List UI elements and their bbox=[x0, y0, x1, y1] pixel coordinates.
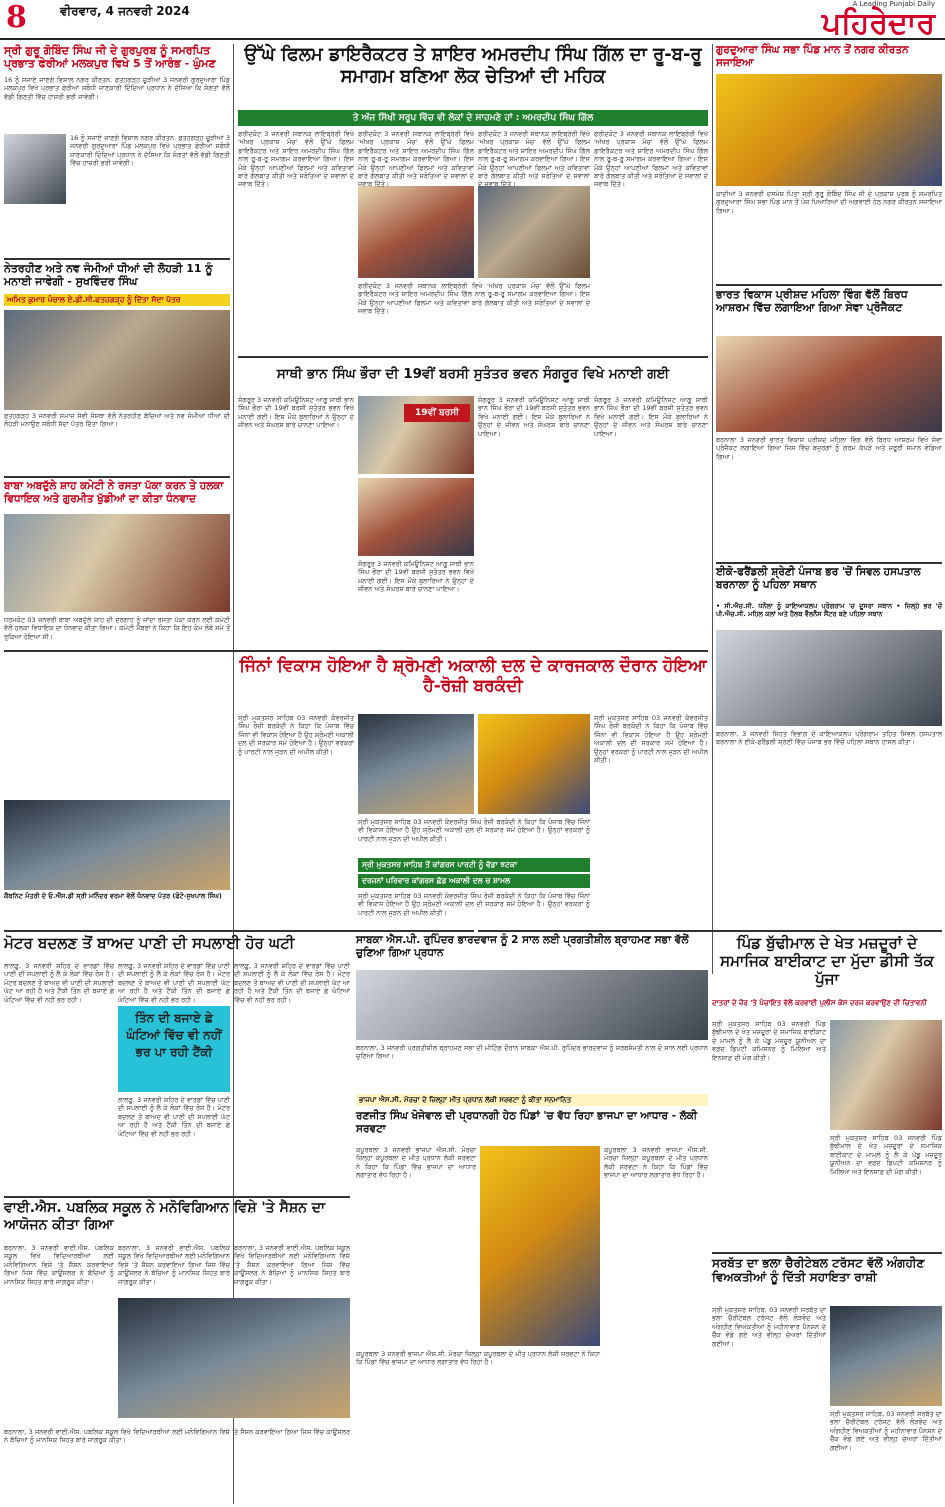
left-story5-body: ਬਰਨਾਲਾ, 3 ਜਨਵਰੀ ਵਾਈ.ਐਸ. ਪਬਲਿਕ ਸਕੂਲ ਵਿਖੇ ਵਿਦਿਆਰਥੀਆਂ ਲਈ ਮਨੋਵਿਗਿਆਨ ਵਿਸ਼ੇ 'ਤੇ ਸੈਸ਼ਨ ਕਰਵਾਇਆ ਗਿਆ ਜਿਸ ਵਿੱਚ ਕਾਊਂਸਲਰ ਨੇ ਬੱਚਿਆਂ ਨੂੰ ਮਾਨਸਿਕ ਸਿਹਤ ਬਾਰੇ ਜਾਗਰੂਕ ਕੀਤਾ। bbox=[4, 1244, 114, 1286]
left-story5-body-col4: ਬਰਨਾਲਾ, 3 ਜਨਵਰੀ ਵਾਈ.ਐਸ. ਪਬਲਿਕ ਸਕੂਲ ਵਿਖੇ ਵਿਦਿਆਰਥੀਆਂ ਲਈ ਮਨੋਵਿਗਿਆਨ ਵਿਸ਼ੇ 'ਤੇ ਸੈਸ਼ਨ ਕਰਵਾਇਆ ਗਿਆ ਜਿਸ ਵਿੱਚ ਕਾਊਂਸਲਰ ਨੇ ਬੱਚਿਆਂ ਨੂੰ ਮਾਨਸਿਕ ਸਿਹਤ ਬਾਰੇ ਜਾਗਰੂਕ ਕੀਤਾ। bbox=[4, 1428, 350, 1445]
right-story4-kicker: ਦਾਤਰਾਂ ਦੇ ਜ਼ੋਰ 'ਤੇ ਪੰਚਾਇਤ ਵੱਲੋਂ ਕਰਵਾਈ ਪੁਲੀਸ ਕੇਸ ਦਰਜ ਕਰਵਾਉਣ ਦੀ ਚਿਤਾਵਨੀ bbox=[712, 999, 927, 1007]
left-story3-headline: ਬਾਬਾ ਅਬਦੁੱਲੇ ਸ਼ਾਹ ਕਮੇਟੀ ਨੇ ਰਸਤਾ ਪੱਕਾ ਕਰਨ ਤੇ ਹਲਕਾ ਵਿਧਾਇਕ ਅਤੇ ਗੁਰਮੀਤ ਖੁੱਡੀਆਂ ਦਾ ਕੀਤਾ ਧੰਨਵਾਦ bbox=[4, 480, 224, 505]
divider bbox=[4, 476, 230, 478]
right-story2-body: ਬਰਨਾਲਾ 3 ਜਨਵਰੀ ਭਾਰਤ ਵਿਕਾਸ ਪ੍ਰੀਸ਼ਦ ਮਹਿਲਾ ਵਿੰਗ ਵੱਲੋਂ ਬਿਰਧ ਆਸ਼ਰਮ ਵਿਖੇ ਸੇਵਾ ਪ੍ਰੋਜੈਕਟ ਲਗਾਇਆ ਗਿਆ ਜਿਸ ਵਿੱਚ ਬਜ਼ੁਰਗਾਂ ਨੂੰ ਗਰਮ ਕੱਪੜੇ ਅਤੇ ਜ਼ਰੂਰੀ ਸਮਾਨ ਵੰਡਿਆ ਗਿਆ। bbox=[716, 436, 942, 461]
right-story5-body: ਸ੍ਰੀ ਮੁਕਤਸਰ ਸਾਹਿਬ, 03 ਜਨਵਰੀ ਸਰਬੱਤ ਦਾ ਭਲਾ ਚੈਰੀਟੇਬਲ ਟਰੱਸਟ ਵੱਲੋਂ ਲੋੜਵੰਦ ਅਤੇ ਅੰਗਹੀਣ ਵਿਅਕਤੀਆਂ ਨੂੰ ਮਹੀਨਾਵਾਰ ਪੈਨਸ਼ਨ ਦੇ ਚੈੱਕ ਵੰਡੇ ਗਏ ਅਤੇ ਵੀਲ੍ਹ ਚੇਅਰਾਂ ਦਿੱਤੀਆਂ ਗਈਆਂ। bbox=[712, 1306, 826, 1348]
center-main-headline: ਉੱਘੇ ਫਿਲਮ ਡਾਇਰੈਕਟਰ ਤੇ ਸ਼ਾਇਰ ਅਮਰਦੀਪ ਸਿੰਘ ਗਿੱਲ ਦਾ ਰੂ-ਬ-ਰੂ ਸਮਾਗਮ ਬਣਿਆ ਲੋਕ ਚੇਤਿਆਂ ਦੀ ਮਹਿਕ bbox=[244, 44, 702, 87]
right-story3-bullets: • ਸੀ.ਐਚ.ਸੀ. ਧਨੌਲਾ ਨੂੰ ਕਾਇਆਕਲਪ ਪ੍ਰੋਗਰਾਮ 'ਚ ਦੂਸਰਾ ਸਥਾਨ • ਜ਼ਿਲ੍ਹੇ ਭਰ 'ਚੋਂ ਪੀ.ਐਚ.ਸੀ. ਮਹਿਲ ਕਲਾਂ ਅਤੇ ਹੈਲਥ ਵੈੱਲਨੈੱਸ ਸੈਂਟਰ ਬਣੇ ਪਹਿਲਾ ਸਥਾਨ bbox=[716, 602, 942, 619]
tagline: A Leading Punjabi Daily bbox=[852, 0, 935, 8]
center-akali-body-col4: ਸ੍ਰੀ ਮੁਕਤਸਰ ਸਾਹਿਬ 03 ਜਨਵਰੀ ਕੰਵਰਜੀਤ ਸਿੰਘ ਰੋਜ਼ੀ ਬਰਕੰਦੀ ਨੇ ਕਿਹਾ ਕਿ ਪੰਜਾਬ ਵਿੱਚ ਜਿੰਨਾਂ ਵੀ ਵਿਕਾਸ ਹੋਇਆ ਹੈ ਉਹ ਸ਼੍ਰੋਮਣੀ ਅਕਾਲੀ ਦਲ ਦੀ ਸਰਕਾਰ ਸਮੇਂ ਹੋਇਆ ਹੈ। ਉਨ੍ਹਾਂ ਵਰਕਰਾਂ ਨੂੰ ਪਾਰਟੀ ਨਾਲ ਜੁੜਨ ਦੀ ਅਪੀਲ ਕੀਤੀ। bbox=[594, 714, 708, 765]
divider bbox=[238, 356, 708, 358]
left-story2-headline: ਨੇਤਰਹੀਣ ਅਤੇ ਨਵ ਜੰਮੀਆਂ ਧੀਆਂ ਦੀ ਲੋਹੜੀ 11 ਨੂੰ ਮਨਾਈ ਜਾਵੇਗੀ - ਸੁਖਵਿੰਦਰ ਸਿੰਘ bbox=[4, 262, 213, 289]
barsi-banner: 19ਵੀਂ ਬਰਸੀ bbox=[404, 404, 470, 422]
wheelchair-photo bbox=[830, 1306, 942, 1406]
center-main-body-col5: ਫਰੀਦਕੋਟ 3 ਜਨਵਰੀ ਸਥਾਨਕ ਲਾਇਬ੍ਰੇਰੀ ਵਿਖੇ 'ਅੱਖਰ ਪ੍ਰਕਾਸ਼ ਮੰਚ' ਵੱਲੋਂ ਉੱਘੇ ਫਿਲਮ ਡਾਇਰੈਕਟਰ ਅਤੇ ਸ਼ਾਇਰ ਅਮਰਦੀਪ ਸਿੰਘ ਗਿੱਲ ਨਾਲ ਰੂ-ਬ-ਰੂ ਸਮਾਗਮ ਕਰਵਾਇਆ ਗਿਆ। ਇਸ ਮੌਕੇ ਉਨ੍ਹਾਂ ਆਪਣੀਆਂ ਫਿਲਮਾਂ ਅਤੇ ਕਵਿਤਾਵਾਂ ਬਾਰੇ ਗੱਲਬਾਤ ਕੀਤੀ ਅਤੇ ਸਰੋਤਿਆਂ ਦੇ ਸਵਾਲਾਂ ਦੇ ਜਵਾਬ ਦਿੱਤੇ। bbox=[358, 282, 590, 316]
hospital-photo bbox=[716, 630, 942, 726]
divider bbox=[4, 930, 474, 932]
akali-photo-1 bbox=[358, 714, 474, 814]
poet-reading-photo bbox=[358, 186, 474, 278]
left-story4-body-col4: ਲਾਲੜੂ, 3 ਜਨਵਰੀ ਸ਼ਹਿਰ ਦੇ ਵਾਰਡਾਂ ਵਿੱਚ ਪਾਣੀ ਦੀ ਸਪਲਾਈ ਨੂੰ ਲੈ ਕੇ ਲੋਕਾਂ ਵਿੱਚ ਰੋਸ ਹੈ। ਮੋਟਰ ਬਦਲਣ ਤੋਂ ਬਾਅਦ ਵੀ ਪਾਣੀ ਦੀ ਸਪਲਾਈ ਘੱਟ ਆ ਰਹੀ ਹੈ ਅਤੇ ਟੈਂਕੀ ਤਿੰਨ ਦੀ ਬਜਾਏ ਛੇ ਘੰਟਿਆਂ ਵਿੱਚ ਵੀ ਨਹੀਂ ਭਰ ਰਹੀ। bbox=[234, 962, 350, 1004]
issue-date: ਵੀਰਵਾਰ, 4 ਜਨਵਰੀ 2024 bbox=[60, 4, 190, 18]
left-story2-strap: ਅਮਿਤ ਕੁਮਾਰ ਪੰਚਾਲ ਏ.ਡੀ.ਸੀ.ਫਤਹਗੜ੍ਹ ਨੂੰ ਦਿੱਤਾ ਸੱਦਾ ਪੱਤਰ bbox=[4, 294, 230, 306]
divider bbox=[478, 930, 942, 932]
column-divider bbox=[712, 44, 713, 974]
center-story2b-headline: ਸਾਬਕਾ ਐਸ.ਪੀ. ਰੁਪਿੰਦਰ ਭਾਰਦਵਾਜ ਨੂੰ 2 ਸਾਲ ਲਈ ਪ੍ਰਗਤੀਸ਼ੀਲ ਬ੍ਰਾਹਮਣ ਸਭਾ ਵੱਲੋਂ ਚੁਣਿਆ ਗਿਆ ਪ੍ਰਧਾਨ bbox=[356, 934, 689, 959]
center-main-body-col4: ਫਰੀਦਕੋਟ 3 ਜਨਵਰੀ ਸਥਾਨਕ ਲਾਇਬ੍ਰੇਰੀ ਵਿਖੇ 'ਅੱਖਰ ਪ੍ਰਕਾਸ਼ ਮੰਚ' ਵੱਲੋਂ ਉੱਘੇ ਫਿਲਮ ਡਾਇਰੈਕਟਰ ਅਤੇ ਸ਼ਾਇਰ ਅਮਰਦੀਪ ਸਿੰਘ ਗਿੱਲ ਨਾਲ ਰੂ-ਬ-ਰੂ ਸਮਾਗਮ ਕਰਵਾਇਆ ਗਿਆ। ਇਸ ਮੌਕੇ ਉਨ੍ਹਾਂ ਆਪਣੀਆਂ ਫਿਲਮਾਂ ਅਤੇ ਕਵਿਤਾਵਾਂ ਬਾਰੇ ਗੱਲਬਾਤ ਕੀਤੀ ਅਤੇ ਸਰੋਤਿਆਂ ਦੇ ਸਵਾਲਾਂ ਦੇ ਜਵਾਬ ਦਿੱਤੇ। bbox=[594, 130, 708, 189]
labourers-photo bbox=[830, 1020, 942, 1130]
center-story2-body-col3: ਸੰਗਰੂਰ 3 ਜਨਵਰੀ ਕਮਿਊਨਿਸਟ ਆਗੂ ਸਾਥੀ ਭਾਨ ਸਿੰਘ ਭੌਰਾ ਦੀ 19ਵੀਂ ਬਰਸੀ ਸੁਤੰਤਰ ਭਵਨ ਵਿਖੇ ਮਨਾਈ ਗਈ। ਇਸ ਮੌਕੇ ਬੁਲਾਰਿਆਂ ਨੇ ਉਨ੍ਹਾਂ ਦੇ ਜੀਵਨ ਅਤੇ ਸੰਘਰਸ਼ ਬਾਰੇ ਚਾਨਣਾ ਪਾਇਆ। bbox=[478, 396, 590, 438]
center-akali-headline: ਜਿੰਨਾਂ ਵਿਕਾਸ ਹੋਇਆ ਹੈ ਸ਼੍ਰੋਮਣੀ ਅਕਾਲੀ ਦਲ ਦੇ ਕਾਰਜਕਾਲ ਦੌਰਾਨ ਹੋਇਆ ਹੈ-ਰੋਜ਼ੀ ਬਰਕੰਦੀ bbox=[239, 656, 707, 697]
center-story3-body-col2: ਕਪੂਰਥਲਾ 3 ਜਨਵਰੀ ਭਾਜਪਾ ਐਸ.ਸੀ. ਮੋਰਚਾ ਜ਼ਿਲ੍ਹਾ ਕਪੂਰਥਲਾ ਦੇ ਮੀਤ ਪ੍ਰਧਾਨ ਲੱਕੀ ਸਰਵਟਾ ਨੇ ਕਿਹਾ ਕਿ ਪਿੰਡਾਂ ਵਿੱਚ ਭਾਜਪਾ ਦਾ ਆਧਾਰ ਲਗਾਤਾਰ ਵੱਧ ਰਿਹਾ ਹੈ। bbox=[356, 1350, 600, 1367]
audience-photo bbox=[478, 186, 590, 278]
center-story3-body-col3: ਕਪੂਰਥਲਾ 3 ਜਨਵਰੀ ਭਾਜਪਾ ਐਸ.ਸੀ. ਮੋਰਚਾ ਜ਼ਿਲ੍ਹਾ ਕਪੂਰਥਲਾ ਦੇ ਮੀਤ ਪ੍ਰਧਾਨ ਲੱਕੀ ਸਰਵਟਾ ਨੇ ਕਿਹਾ ਕਿ ਪਿੰਡਾਂ ਵਿੱਚ ਭਾਜਪਾ ਦਾ ਆਧਾਰ ਲਗਾਤਾਰ ਵੱਧ ਰਿਹਾ ਹੈ। bbox=[604, 1146, 708, 1180]
page-number: 8 bbox=[6, 0, 27, 35]
left-story4-body: ਲਾਲੜੂ, 3 ਜਨਵਰੀ ਸ਼ਹਿਰ ਦੇ ਵਾਰਡਾਂ ਵਿੱਚ ਪਾਣੀ ਦੀ ਸਪਲਾਈ ਨੂੰ ਲੈ ਕੇ ਲੋਕਾਂ ਵਿੱਚ ਰੋਸ ਹੈ। ਮੋਟਰ ਬਦਲਣ ਤੋਂ ਬਾਅਦ ਵੀ ਪਾਣੀ ਦੀ ਸਪਲਾਈ ਘੱਟ ਆ ਰਹੀ ਹੈ ਅਤੇ ਟੈਂਕੀ ਤਿੰਨ ਦੀ ਬਜਾਏ ਛੇ ਘੰਟਿਆਂ ਵਿੱਚ ਵੀ ਨਹੀਂ ਭਰ ਰਹੀ। bbox=[4, 962, 114, 1004]
divider bbox=[712, 1252, 942, 1254]
center-story3-body: ਕਪੂਰਥਲਾ 3 ਜਨਵਰੀ ਭਾਜਪਾ ਐਸ.ਸੀ. ਮੋਰਚਾ ਜ਼ਿਲ੍ਹਾ ਕਪੂਰਥਲਾ ਦੇ ਮੀਤ ਪ੍ਰਧਾਨ ਲੱਕੀ ਸਰਵਟਾ ਨੇ ਕਿਹਾ ਕਿ ਪਿੰਡਾਂ ਵਿੱਚ ਭਾਜਪਾ ਦਾ ਆਧਾਰ ਲਗਾਤਾਰ ਵੱਧ ਰਿਹਾ ਹੈ। bbox=[356, 1146, 476, 1180]
right-story1-headline: ਗੁਰਦੁਆਰਾ ਸਿੰਘ ਸਭਾ ਪਿੰਡ ਮਾਨ ਤੋਂ ਨਗਰ ਕੀਰਤਨ ਸਜਾਇਆ bbox=[716, 44, 909, 69]
right-story4-body: ਸ੍ਰੀ ਮੁਕਤਸਰ ਸਾਹਿਬ 03 ਜਨਵਰੀ ਪਿੰਡ ਬੁੱਢੀਮਾਲ ਦੇ ਖੇਤ ਮਜ਼ਦੂਰਾਂ ਦੇ ਸਮਾਜਿਕ ਬਾਈਕਾਟ ਦੇ ਮਾਮਲੇ ਨੂੰ ਲੈ ਕੇ ਪੇਂਡੂ ਮਜ਼ਦੂਰ ਯੂਨੀਅਨ ਦਾ ਵਫ਼ਦ ਡਿਪਟੀ ਕਮਿਸ਼ਨਰ ਨੂੰ ਮਿਲਿਆ ਅਤੇ ਇਨਸਾਫ਼ ਦੀ ਮੰਗ ਕੀਤੀ। bbox=[712, 1020, 826, 1062]
center-akali-body: ਸ੍ਰੀ ਮੁਕਤਸਰ ਸਾਹਿਬ 03 ਜਨਵਰੀ ਕੰਵਰਜੀਤ ਸਿੰਘ ਰੋਜ਼ੀ ਬਰਕੰਦੀ ਨੇ ਕਿਹਾ ਕਿ ਪੰਜਾਬ ਵਿੱਚ ਜਿੰਨਾਂ ਵੀ ਵਿਕਾਸ ਹੋਇਆ ਹੈ ਉਹ ਸ਼੍ਰੋਮਣੀ ਅਕਾਲੀ ਦਲ ਦੀ ਸਰਕਾਰ ਸਮੇਂ ਹੋਇਆ ਹੈ। ਉਨ੍ਹਾਂ ਵਰਕਰਾਂ ਨੂੰ ਪਾਰਟੀ ਨਾਲ ਜੁੜਨ ਦੀ ਅਪੀਲ ਕੀਤੀ। bbox=[238, 714, 354, 756]
left-story1-body-cont: 16 ਨੂੰ ਸਜਾਏ ਜਾਣਗੇ ਵਿਸ਼ਾਲ ਨਗਰ ਕੀਰਤਨ. ਫਤਹਗੜ੍ਹ ਚੂੜੀਆਂ 3 ਜਨਵਰੀ ਗੁਰਦੁਆਰਾ ਪਿੰਡ ਮਲਕਪੁਰ ਵਿਖੇ ਪ੍ਰਭਾਤ ਫੇਰੀਆਂ ਸਬੰਧੀ ਜਾਣਕਾਰੀ ਦਿੰਦਿਆਂ ਪ੍ਰਧਾਨ ਨੇ ਦੱਸਿਆ ਕਿ ਸੰਗਤਾਂ ਵੱਲੋਂ ਵੱਡੀ ਗਿਣਤੀ ਵਿੱਚ ਹਾਜ਼ਰੀ ਭਰੀ ਜਾਵੇਗੀ। bbox=[70, 134, 230, 168]
center-story2-body-col4: ਸੰਗਰੂਰ 3 ਜਨਵਰੀ ਕਮਿਊਨਿਸਟ ਆਗੂ ਸਾਥੀ ਭਾਨ ਸਿੰਘ ਭੌਰਾ ਦੀ 19ਵੀਂ ਬਰਸੀ ਸੁਤੰਤਰ ਭਵਨ ਵਿਖੇ ਮਨਾਈ ਗਈ। ਇਸ ਮੌਕੇ ਬੁਲਾਰਿਆਂ ਨੇ ਉਨ੍ਹਾਂ ਦੇ ਜੀਵਨ ਅਤੇ ਸੰਘਰਸ਼ ਬਾਰੇ ਚਾਨਣਾ ਪਾਇਆ। bbox=[594, 396, 708, 438]
barsi-photo-2 bbox=[358, 478, 474, 556]
pull-quote: ਤਿੰਨ ਦੀ ਬਜਾਏ ਛੇ ਘੰਟਿਆਂ ਵਿੱਚ ਵੀ ਨਹੀਂ ਭਰ ਪਾ ਰਹੀ ਟੈਂਕੀ bbox=[118, 1006, 230, 1092]
right-story2-headline: ਭਾਰਤ ਵਿਕਾਸ ਪ੍ਰੀਸ਼ਦ ਮਹਿਲਾ ਵਿੰਗ ਵੱਲੋਂ ਬਿਰਧ ਆਸ਼ਰਮ ਵਿੱਚ ਲਗਾਇਆ ਗਿਆ ਸੇਵਾ ਪ੍ਰੋਜੈਕਟ bbox=[716, 288, 908, 315]
akali-bullet-2: ਦਰਜਨਾਂ ਪਰਿਵਾਰ ਕਾਂਗਰਸ ਛੱਡ ਅਕਾਲੀ ਦਲ ਚ ਸ਼ਾਮਲ bbox=[358, 874, 590, 888]
center-akali-body-col2: ਸ੍ਰੀ ਮੁਕਤਸਰ ਸਾਹਿਬ 03 ਜਨਵਰੀ ਕੰਵਰਜੀਤ ਸਿੰਘ ਰੋਜ਼ੀ ਬਰਕੰਦੀ ਨੇ ਕਿਹਾ ਕਿ ਪੰਜਾਬ ਵਿੱਚ ਜਿੰਨਾਂ ਵੀ ਵਿਕਾਸ ਹੋਇਆ ਹੈ ਉਹ ਸ਼੍ਰੋਮਣੀ ਅਕਾਲੀ ਦਲ ਦੀ ਸਰਕਾਰ ਸਮੇਂ ਹੋਇਆ ਹੈ। ਉਨ੍ਹਾਂ ਵਰਕਰਾਂ ਨੂੰ ਪਾਰਟੀ ਨਾਲ ਜੁੜਨ ਦੀ ਅਪੀਲ ਕੀਤੀ। bbox=[358, 818, 590, 843]
school-session-photo bbox=[118, 1298, 350, 1418]
left-story1-body: 16 ਨੂੰ ਸਜਾਏ ਜਾਣਗੇ ਵਿਸ਼ਾਲ ਨਗਰ ਕੀਰਤਨ. ਫਤਹਗੜ੍ਹ ਚੂੜੀਆਂ 3 ਜਨਵਰੀ ਗੁਰਦੁਆਰਾ ਪਿੰਡ ਮਲਕਪੁਰ ਵਿਖੇ ਪ੍ਰਭਾਤ ਫੇਰੀਆਂ ਸਬੰਧੀ ਜਾਣਕਾਰੀ ਦਿੰਦਿਆਂ ਪ੍ਰਧਾਨ ਨੇ ਦੱਸਿਆ ਕਿ ਸੰਗਤਾਂ ਵੱਲੋਂ ਵੱਡੀ ਗਿਣਤੀ ਵਿੱਚ ਹਾਜ਼ਰੀ ਭਰੀ ਜਾਵੇਗੀ। bbox=[4, 76, 230, 101]
divider bbox=[4, 258, 230, 260]
right-story5-headline: ਸਰਬੱਤ ਦਾ ਭਲਾ ਚੈਰੀਟੇਬਲ ਟਰੱਸਟ ਵੱਲੋਂ ਅੰਗਹੀਣ ਵਿਅਕਤੀਆਂ ਨੂੰ ਦਿੱਤੀ ਸਹਾਇਤਾ ਰਾਸ਼ੀ bbox=[712, 1256, 925, 1285]
center-story3-kicker: ਭਾਜਪਾ ਐਸ.ਸੀ. ਮੋਰਚਾ ਦੇ ਜ਼ਿਲ੍ਹਾ ਮੀਤ ਪ੍ਰਧਾਨ ਲੱਕੀ ਸਰਵਟਾ ਨੂੰ ਕੀਤਾ ਸਨਮਾਨਿਤ bbox=[356, 1094, 708, 1106]
divider bbox=[716, 562, 942, 564]
lohri-invite-photo bbox=[4, 310, 230, 410]
committee-photo bbox=[4, 514, 230, 612]
right-story1-body: ਕਾਦੀਆਂ 3 ਜਨਵਰੀ ਦਸਮੇਸ਼ ਪਿਤਾ ਸ੍ਰੀ ਗੁਰੂ ਗੋਬਿੰਦ ਸਿੰਘ ਜੀ ਦੇ ਪ੍ਰਕਾਸ਼ ਪੁਰਬ ਨੂੰ ਸਮਰਪਿਤ ਗੁਰਦੁਆਰਾ ਸਿੰਘ ਸਭਾ ਪਿੰਡ ਮਾਨ ਤੋਂ ਪੰਜ ਪਿਆਰਿਆਂ ਦੀ ਅਗਵਾਈ ਹੇਠ ਨਗਰ ਕੀਰਤਨ ਸਜਾਇਆ ਗਿਆ। bbox=[716, 190, 942, 215]
portrait-photo bbox=[4, 134, 66, 204]
left-story1-headline: ਸ੍ਰੀ ਗੁਰੂ ਗੋਬਿੰਦ ਸਿੰਘ ਜੀ ਦੇ ਗੁਰਪੁਰਬ ਨੂੰ ਸਮਰਪਿਤ ਪ੍ਰਭਾਤ ਫੇਰੀਆਂ ਮਲਕਪੁਰ ਵਿਖੇ 5 ਤੋਂ ਆਰੰਭ - ਘੁੰਮਣ bbox=[4, 44, 216, 71]
right-story4-body-col2: ਸ੍ਰੀ ਮੁਕਤਸਰ ਸਾਹਿਬ 03 ਜਨਵਰੀ ਪਿੰਡ ਬੁੱਢੀਮਾਲ ਦੇ ਖੇਤ ਮਜ਼ਦੂਰਾਂ ਦੇ ਸਮਾਜਿਕ ਬਾਈਕਾਟ ਦੇ ਮਾਮਲੇ ਨੂੰ ਲੈ ਕੇ ਪੇਂਡੂ ਮਜ਼ਦੂਰ ਯੂਨੀਅਨ ਦਾ ਵਫ਼ਦ ਡਿਪਟੀ ਕਮਿਸ਼ਨਰ ਨੂੰ ਮਿਲਿਆ ਅਤੇ ਇਨਸਾਫ਼ ਦੀ ਮੰਗ ਕੀਤੀ। bbox=[830, 1134, 942, 1176]
sabha-photo bbox=[356, 970, 708, 1040]
left-story4-body-col3: ਲਾਲੜੂ, 3 ਜਨਵਰੀ ਸ਼ਹਿਰ ਦੇ ਵਾਰਡਾਂ ਵਿੱਚ ਪਾਣੀ ਦੀ ਸਪਲਾਈ ਨੂੰ ਲੈ ਕੇ ਲੋਕਾਂ ਵਿੱਚ ਰੋਸ ਹੈ। ਮੋਟਰ ਬਦਲਣ ਤੋਂ ਬਾਅਦ ਵੀ ਪਾਣੀ ਦੀ ਸਪਲਾਈ ਘੱਟ ਆ ਰਹੀ ਹੈ ਅਤੇ ਟੈਂਕੀ ਤਿੰਨ ਦੀ ਬਜਾਏ ਛੇ ਘੰਟਿਆਂ ਵਿੱਚ ਵੀ ਨਹੀਂ ਭਰ ਰਹੀ। bbox=[118, 1096, 230, 1138]
left-photo-caption: ਕੈਬਨਿਟ ਮੰਤਰੀ ਦੇ ਓ.ਐੱਸ.ਡੀ ਸ੍ਰੀ ਮਨਿੰਦਰ ਵਰਮਾ ਵੱਲੋਂ ਧੰਨਵਾਦ ਪੱਤਰ (ਫੋਟੋ-ਸੁਖਪਾਲ ਸਿੰਘ) bbox=[4, 892, 222, 900]
left-story5-body-col3: ਬਰਨਾਲਾ, 3 ਜਨਵਰੀ ਵਾਈ.ਐਸ. ਪਬਲਿਕ ਸਕੂਲ ਵਿਖੇ ਵਿਦਿਆਰਥੀਆਂ ਲਈ ਮਨੋਵਿਗਿਆਨ ਵਿਸ਼ੇ 'ਤੇ ਸੈਸ਼ਨ ਕਰਵਾਇਆ ਗਿਆ ਜਿਸ ਵਿੱਚ ਕਾਊਂਸਲਰ ਨੇ ਬੱਚਿਆਂ ਨੂੰ ਮਾਨਸਿਕ ਸਿਹਤ ਬਾਰੇ ਜਾਗਰੂਕ ਕੀਤਾ। bbox=[234, 1244, 350, 1286]
ashram-photo bbox=[716, 336, 942, 432]
left-story3-body: ਧਰਮਕੋਟ 03 ਜਨਵਰੀ ਬਾਬਾ ਅਬਦੁੱਲੇ ਸ਼ਾਹ ਦੀ ਦਰਗਾਹ ਨੂੰ ਜਾਂਦਾ ਰਸਤਾ ਪੱਕਾ ਕਰਨ ਲਈ ਕਮੇਟੀ ਵੱਲੋਂ ਹਲਕਾ ਵਿਧਾਇਕ ਦਾ ਧੰਨਵਾਦ ਕੀਤਾ ਗਿਆ। ਕਮੇਟੀ ਮੈਂਬਰਾਂ ਨੇ ਕਿਹਾ ਕਿ ਇਹ ਕੰਮ ਲੰਬੇ ਸਮੇਂ ਤੋਂ ਰੁਕਿਆ ਹੋਇਆ ਸੀ। bbox=[4, 616, 230, 641]
divider bbox=[4, 650, 708, 652]
center-main-body-col3: ਫਰੀਦਕੋਟ 3 ਜਨਵਰੀ ਸਥਾਨਕ ਲਾਇਬ੍ਰੇਰੀ ਵਿਖੇ 'ਅੱਖਰ ਪ੍ਰਕਾਸ਼ ਮੰਚ' ਵੱਲੋਂ ਉੱਘੇ ਫਿਲਮ ਡਾਇਰੈਕਟਰ ਅਤੇ ਸ਼ਾਇਰ ਅਮਰਦੀਪ ਸਿੰਘ ਗਿੱਲ ਨਾਲ ਰੂ-ਬ-ਰੂ ਸਮਾਗਮ ਕਰਵਾਇਆ ਗਿਆ। ਇਸ ਮੌਕੇ ਉਨ੍ਹਾਂ ਆਪਣੀਆਂ ਫਿਲਮਾਂ ਅਤੇ ਕਵਿਤਾਵਾਂ ਬਾਰੇ ਗੱਲਬਾਤ ਕੀਤੀ ਅਤੇ ਸਰੋਤਿਆਂ ਦੇ ਸਵਾਲਾਂ ਦੇ ਜਵਾਬ ਦਿੱਤੇ। bbox=[478, 130, 590, 189]
right-story3-headline: ਈਕੋ-ਫਰੈਂਡਲੀ ਸ਼੍ਰੇਣੀ ਪੰਜਾਬ ਭਰ 'ਚੋਂ ਸਿਵਲ ਹਸਪਤਾਲ ਬਰਨਾਲਾ ਨੂੰ ਪਹਿਲਾ ਸਥਾਨ bbox=[716, 566, 921, 591]
left-story4-body-col2: ਲਾਲੜੂ, 3 ਜਨਵਰੀ ਸ਼ਹਿਰ ਦੇ ਵਾਰਡਾਂ ਵਿੱਚ ਪਾਣੀ ਦੀ ਸਪਲਾਈ ਨੂੰ ਲੈ ਕੇ ਲੋਕਾਂ ਵਿੱਚ ਰੋਸ ਹੈ। ਮੋਟਰ ਬਦਲਣ ਤੋਂ ਬਾਅਦ ਵੀ ਪਾਣੀ ਦੀ ਸਪਲਾਈ ਘੱਟ ਆ ਰਹੀ ਹੈ ਅਤੇ ਟੈਂਕੀ ਤਿੰਨ ਦੀ ਬਜਾਏ ਛੇ ਘੰਟਿਆਂ ਵਿੱਚ ਵੀ ਨਹੀਂ ਭਰ ਰਹੀ। bbox=[118, 962, 230, 1004]
center-story3-headline: ਰਣਜੀਤ ਸਿੰਘ ਖੋਜੇਵਾਲ ਦੀ ਪ੍ਰਧਾਨਗੀ ਹੇਠ ਪਿੰਡਾਂ 'ਚ ਵੱਧ ਰਿਹਾ ਭਾਜਪਾ ਦਾ ਆਧਾਰ - ਲੱਕੀ ਸਰਵਟਾ bbox=[356, 1110, 698, 1135]
center-story2-headline: ਸਾਥੀ ਭਾਨ ਸਿੰਘ ਭੌਰਾ ਦੀ 19ਵੀਂ ਬਰਸੀ ਸੁਤੰਤਰ ਭਵਨ ਸੰਗਰੂਰ ਵਿਖੇ ਮਨਾਈ ਗਈ bbox=[276, 366, 670, 382]
center-story2-body: ਸੰਗਰੂਰ 3 ਜਨਵਰੀ ਕਮਿਊਨਿਸਟ ਆਗੂ ਸਾਥੀ ਭਾਨ ਸਿੰਘ ਭੌਰਾ ਦੀ 19ਵੀਂ ਬਰਸੀ ਸੁਤੰਤਰ ਭਵਨ ਵਿਖੇ ਮਨਾਈ ਗਈ। ਇਸ ਮੌਕੇ ਬੁਲਾਰਿਆਂ ਨੇ ਉਨ੍ਹਾਂ ਦੇ ਜੀਵਨ ਅਤੇ ਸੰਘਰਸ਼ ਬਾਰੇ ਚਾਨਣਾ ਪਾਇਆ। bbox=[238, 396, 354, 430]
center-main-body-col1: ਫਰੀਦਕੋਟ 3 ਜਨਵਰੀ ਸਥਾਨਕ ਲਾਇਬ੍ਰੇਰੀ ਵਿਖੇ 'ਅੱਖਰ ਪ੍ਰਕਾਸ਼ ਮੰਚ' ਵੱਲੋਂ ਉੱਘੇ ਫਿਲਮ ਡਾਇਰੈਕਟਰ ਅਤੇ ਸ਼ਾਇਰ ਅਮਰਦੀਪ ਸਿੰਘ ਗਿੱਲ ਨਾਲ ਰੂ-ਬ-ਰੂ ਸਮਾਗਮ ਕਰਵਾਇਆ ਗਿਆ। ਇਸ ਮੌਕੇ ਉਨ੍ਹਾਂ ਆਪਣੀਆਂ ਫਿਲਮਾਂ ਅਤੇ ਕਵਿਤਾਵਾਂ ਬਾਰੇ ਗੱਲਬਾਤ ਕੀਤੀ ਅਤੇ ਸਰੋਤਿਆਂ ਦੇ ਸਵਾਲਾਂ ਦੇ ਜਵਾਬ ਦਿੱਤੇ। bbox=[238, 130, 354, 189]
left-story2-body: ਫਤਹਗੜ੍ਹ 3 ਜਨਵਰੀ ਸਮਾਜ ਸੇਵੀ ਸੰਸਥਾ ਵੱਲੋਂ ਨੇਤਰਹੀਣ ਬੱਚਿਆਂ ਅਤੇ ਨਵ ਜੰਮੀਆਂ ਧੀਆਂ ਦੀ ਲੋਹੜੀ ਮਨਾਉਣ ਸਬੰਧੀ ਸੱਦਾ ਪੱਤਰ ਦਿੱਤਾ ਗਿਆ। bbox=[4, 412, 230, 429]
gate-photo bbox=[4, 800, 230, 890]
left-story4-headline: ਮੋਟਰ ਬਦਲਣ ਤੋਂ ਬਾਅਦ ਪਾਣੀ ਦੀ ਸਪਲਾਈ ਹੋਰ ਘਟੀ bbox=[4, 934, 295, 952]
center-akali-body-col3: ਸ੍ਰੀ ਮੁਕਤਸਰ ਸਾਹਿਬ 03 ਜਨਵਰੀ ਕੰਵਰਜੀਤ ਸਿੰਘ ਰੋਜ਼ੀ ਬਰਕੰਦੀ ਨੇ ਕਿਹਾ ਕਿ ਪੰਜਾਬ ਵਿੱਚ ਜਿੰਨਾਂ ਵੀ ਵਿਕਾਸ ਹੋਇਆ ਹੈ ਉਹ ਸ਼੍ਰੋਮਣੀ ਅਕਾਲੀ ਦਲ ਦੀ ਸਰਕਾਰ ਸਮੇਂ ਹੋਇਆ ਹੈ। ਉਨ੍ਹਾਂ ਵਰਕਰਾਂ ਨੂੰ ਪਾਰਟੀ ਨਾਲ ਜੁੜਨ ਦੀ ਅਪੀਲ ਕੀਤੀ। bbox=[358, 892, 590, 917]
akali-bullet-1: ਸ੍ਰੀ ਮੁਕਤਸਰ ਸਾਹਿਬ ਤੋਂ ਕਾਂਗਰਸ ਪਾਰਟੀ ਨੂੰ ਵੱਡਾ ਝਟਕਾ bbox=[358, 858, 590, 872]
page-header bbox=[0, 0, 945, 40]
masthead: ਪਹਿਰੇਦਾਰ bbox=[821, 6, 935, 41]
left-story5-body-col2: ਬਰਨਾਲਾ, 3 ਜਨਵਰੀ ਵਾਈ.ਐਸ. ਪਬਲਿਕ ਸਕੂਲ ਵਿਖੇ ਵਿਦਿਆਰਥੀਆਂ ਲਈ ਮਨੋਵਿਗਿਆਨ ਵਿਸ਼ੇ 'ਤੇ ਸੈਸ਼ਨ ਕਰਵਾਇਆ ਗਿਆ ਜਿਸ ਵਿੱਚ ਕਾਊਂਸਲਰ ਨੇ ਬੱਚਿਆਂ ਨੂੰ ਮਾਨਸਿਕ ਸਿਹਤ ਬਾਰੇ ਜਾਗਰੂਕ ਕੀਤਾ। bbox=[118, 1244, 230, 1286]
center-main-strap: ਤੇ ਅੱਜ ਸਿੱਖੀ ਸਰੂਪ ਵਿੱਚ ਵੀ ਲੋਕਾਂ ਦੇ ਸਾਹਮਣੇ ਹਾਂ : ਅਮਰਦੀਪ ਸਿੰਘ ਗਿੱਲ bbox=[238, 110, 708, 126]
bjp-photo bbox=[480, 1146, 600, 1346]
center-story2b-body: ਬਰਨਾਲਾ, 3 ਜਨਵਰੀ ਪ੍ਰਗਤੀਸ਼ੀਲ ਬ੍ਰਾਹਮਣ ਸਭਾ ਦੀ ਮੀਟਿੰਗ ਦੌਰਾਨ ਸਾਬਕਾ ਐਸ.ਪੀ. ਰੁਪਿੰਦਰ ਭਾਰਦਵਾਜ ਨੂੰ ਸਰਬਸੰਮਤੀ ਨਾਲ ਦੋ ਸਾਲ ਲਈ ਪ੍ਰਧਾਨ ਚੁਣਿਆ ਗਿਆ। bbox=[356, 1044, 708, 1061]
divider bbox=[4, 1196, 350, 1198]
left-story5-headline: ਵਾਈ.ਐਸ. ਪਬਲਿਕ ਸਕੂਲ ਨੇ ਮਨੋਵਿਗਿਆਨ ਵਿਸ਼ੇ 'ਤੇ ਸੈਸ਼ਨ ਦਾ ਆਯੋਜਨ ਕੀਤਾ ਗਿਆ bbox=[4, 1200, 326, 1233]
right-story5-body-col2: ਸ੍ਰੀ ਮੁਕਤਸਰ ਸਾਹਿਬ, 03 ਜਨਵਰੀ ਸਰਬੱਤ ਦਾ ਭਲਾ ਚੈਰੀਟੇਬਲ ਟਰੱਸਟ ਵੱਲੋਂ ਲੋੜਵੰਦ ਅਤੇ ਅੰਗਹੀਣ ਵਿਅਕਤੀਆਂ ਨੂੰ ਮਹੀਨਾਵਾਰ ਪੈਨਸ਼ਨ ਦੇ ਚੈੱਕ ਵੰਡੇ ਗਏ ਅਤੇ ਵੀਲ੍ਹ ਚੇਅਰਾਂ ਦਿੱਤੀਆਂ ਗਈਆਂ। bbox=[830, 1410, 942, 1452]
divider bbox=[716, 284, 942, 286]
right-story4-headline: ਪਿੰਡ ਬੁੱਢੀਮਾਲ ਦੇ ਖੇਤ ਮਜ਼ਦੂਰਾਂ ਦੇ ਸਮਾਜਿਕ ਬਾਈਕਾਟ ਦਾ ਮੁੱਦਾ ਡੀਸੀ ਤੱਕ ਪੁੱਜਾ bbox=[720, 934, 934, 988]
akali-photo-2 bbox=[478, 714, 590, 814]
center-main-body-col2: ਫਰੀਦਕੋਟ 3 ਜਨਵਰੀ ਸਥਾਨਕ ਲਾਇਬ੍ਰੇਰੀ ਵਿਖੇ 'ਅੱਖਰ ਪ੍ਰਕਾਸ਼ ਮੰਚ' ਵੱਲੋਂ ਉੱਘੇ ਫਿਲਮ ਡਾਇਰੈਕਟਰ ਅਤੇ ਸ਼ਾਇਰ ਅਮਰਦੀਪ ਸਿੰਘ ਗਿੱਲ ਨਾਲ ਰੂ-ਬ-ਰੂ ਸਮਾਗਮ ਕਰਵਾਇਆ ਗਿਆ। ਇਸ ਮੌਕੇ ਉਨ੍ਹਾਂ ਆਪਣੀਆਂ ਫਿਲਮਾਂ ਅਤੇ ਕਵਿਤਾਵਾਂ ਬਾਰੇ ਗੱਲਬਾਤ ਕੀਤੀ ਅਤੇ ਸਰੋਤਿਆਂ ਦੇ ਸਵਾਲਾਂ ਦੇ ਜਵਾਬ ਦਿੱਤੇ। bbox=[358, 130, 474, 189]
right-story3-body: ਬਰਨਾਲਾ, 3 ਜਨਵਰੀ ਸਿਹਤ ਵਿਭਾਗ ਦੇ ਕਾਇਆਕਲਪ ਪ੍ਰੋਗਰਾਮ ਤਹਿਤ ਸਿਵਲ ਹਸਪਤਾਲ ਬਰਨਾਲਾ ਨੇ ਈਕੋ-ਫਰੈਂਡਲੀ ਸ਼੍ਰੇਣੀ ਵਿੱਚ ਪੰਜਾਬ ਭਰ ਵਿੱਚੋਂ ਪਹਿਲਾ ਸਥਾਨ ਹਾਸਲ ਕੀਤਾ। bbox=[716, 730, 942, 747]
center-story2-body-col2: ਸੰਗਰੂਰ 3 ਜਨਵਰੀ ਕਮਿਊਨਿਸਟ ਆਗੂ ਸਾਥੀ ਭਾਨ ਸਿੰਘ ਭੌਰਾ ਦੀ 19ਵੀਂ ਬਰਸੀ ਸੁਤੰਤਰ ਭਵਨ ਵਿਖੇ ਮਨਾਈ ਗਈ। ਇਸ ਮੌਕੇ ਬੁਲਾਰਿਆਂ ਨੇ ਉਨ੍ਹਾਂ ਦੇ ਜੀਵਨ ਅਤੇ ਸੰਘਰਸ਼ ਬਾਰੇ ਚਾਨਣਾ ਪਾਇਆ। bbox=[358, 560, 474, 594]
nagar-kirtan-photo bbox=[716, 74, 942, 186]
